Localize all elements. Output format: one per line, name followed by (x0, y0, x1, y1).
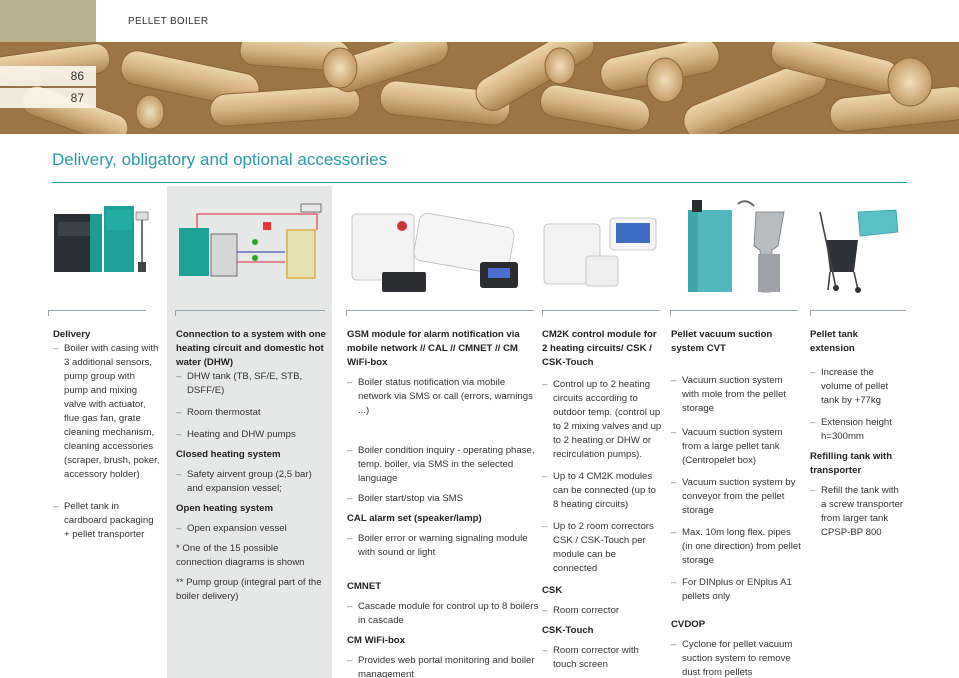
list-item: – Control up to 2 heating circuits according to outdoor temp. (control up to 2 mixing valves and up to 2 heating or DHW or recirculation pumps). (542, 378, 662, 462)
section-title: Delivery, obligatory and optional accessories (52, 150, 388, 169)
header-tan-block (0, 0, 96, 42)
refill-heading: Refilling tank with transporter (810, 451, 893, 476)
column-tank (806, 186, 906, 678)
open-system-heading: Open heating system (176, 503, 274, 514)
pellet-tank-image (806, 192, 906, 296)
cm2k-heading: CM2K control module for 2 heating circuits/ CSK / CSK-Touch (542, 329, 657, 368)
closed-system-heading: Closed heating system (176, 449, 281, 460)
connection-diagram-image (167, 192, 332, 296)
vacuum-system-image (666, 192, 802, 296)
list-item: – Vacuum suction system with mole from the pellet storage (671, 374, 801, 416)
tank-heading: Pellet tank extension (810, 329, 858, 354)
list-item: – Room corrector (542, 604, 662, 618)
list-item: – Room thermostat (176, 406, 326, 420)
csk-touch-heading: CSK-Touch (542, 625, 594, 636)
list-item: – Extension height h=300mm (810, 416, 904, 444)
column-bracket (542, 310, 660, 316)
column-bracket (48, 310, 146, 316)
list-item: – Vacuum suction system by conveyor from the pellet storage (671, 476, 801, 518)
list-item: – Refill the tank with a screw transporter from larger tank CPSP-BP 800 (810, 484, 904, 540)
list-item: – Cascade module for control up to 8 boilers in cascade (347, 600, 539, 628)
list-item: – Vacuum suction system from a large pellet tank (Centropelet box) (671, 426, 801, 468)
page-number-87: 87 (0, 88, 96, 108)
header-label: PELLET BOILER (128, 16, 209, 27)
delivery-heading: Delivery (53, 329, 91, 340)
title-divider (52, 182, 907, 183)
column-cvt (666, 186, 802, 678)
column-cm2k (538, 186, 662, 678)
list-item: – Up to 4 CM2K modules can be connected (up to 8 heating circuits) (542, 470, 662, 512)
list-item: – Provides web portal monitoring and boiler management (347, 654, 539, 678)
list-item: – For DINplus or ENplus A1 pellets only (671, 576, 801, 604)
list-item: – Boiler with casing with 3 additional sensors, pump group with pump and mixing valve with actuator, flue gas fan, grate cleaning mechanism, cleaning accessories (scraper, brush, poker, accessory holder) (53, 342, 161, 482)
list-item: – Cyclone for pellet vacuum suction system to remove dust from pellets (671, 638, 801, 678)
boiler-image (48, 192, 166, 296)
note: * One of the 15 possible connection diagrams is shown (176, 543, 305, 568)
column-gsm (342, 186, 539, 678)
column-bracket (175, 310, 325, 316)
list-item: – Heating and DHW pumps (176, 428, 326, 442)
list-item: – Up to 2 room correctors CSK / CSK-Touch per module can be connected (542, 520, 662, 576)
list-item: – Room corrector with touch screen (542, 644, 662, 672)
page-number-86: 86 (0, 66, 96, 86)
cvdop-heading: CVDOP (671, 619, 706, 630)
pellet-banner-image (0, 42, 959, 134)
cvt-heading: Pellet vacuum suction system CVT (671, 329, 773, 354)
list-item: – Boiler condition inquiry - operating phase, temp. boiler, via SMS in the selected language (347, 444, 539, 486)
gsm-modules-image (342, 192, 536, 296)
list-item: – Increase the volume of pellet tank by +77kg (810, 366, 904, 408)
list-item: – Boiler start/stop via SMS (347, 492, 539, 506)
column-connection (167, 186, 332, 678)
list-item: – Boiler status notification via mobile network via SMS or call (errors, warnings ...) (347, 376, 539, 418)
gsm-heading: GSM module for alarm notification via mobile network // CAL // CMNET // CM WiFi-box (347, 329, 520, 368)
column-bracket (346, 310, 534, 316)
note: ** Pump group (integral part of the boiler delivery) (176, 577, 322, 602)
cmnet-heading: CMNET (347, 581, 382, 592)
cm2k-modules-image (538, 192, 662, 296)
list-item: – Open expansion vessel (176, 522, 326, 536)
cal-heading: CAL alarm set (speaker/lamp) (347, 513, 482, 524)
csk-heading: CSK (542, 585, 563, 596)
column-bracket (810, 310, 906, 316)
list-item: – Boiler error or warning signaling module with sound or light (347, 532, 539, 560)
list-item: – Pellet tank in cardboard packaging + pellet transporter (53, 500, 161, 542)
list-item: – Max. 10m long flex. pipes (in one direction) from pellet storage (671, 526, 801, 568)
wifi-heading: CM WiFi-box (347, 635, 405, 646)
column-delivery (48, 186, 166, 678)
list-item: – Safety airvent group (2,5 bar) and expansion vessel; (176, 468, 326, 496)
column-bracket (670, 310, 798, 316)
connection-heading: Connection to a system with one heating circuit and domestic hot water (DHW) (176, 329, 326, 368)
list-item: – DHW tank (TB, SF/E, STB, DSFF/E) (176, 370, 326, 398)
